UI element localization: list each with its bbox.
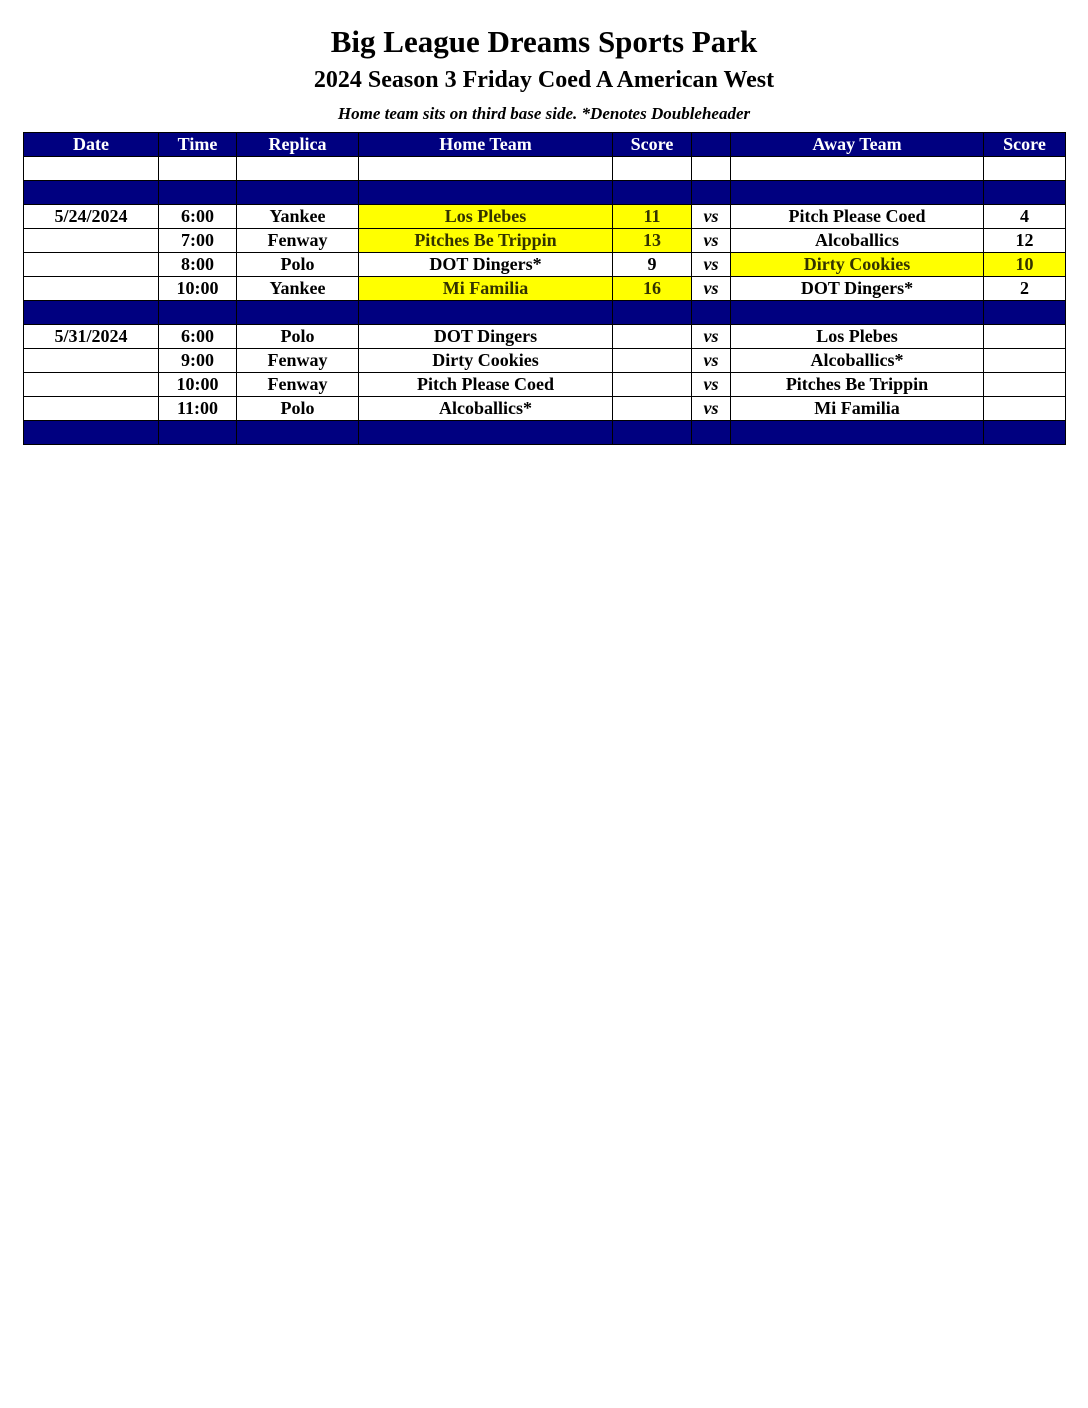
vs-cell [692, 181, 731, 205]
time-cell [159, 421, 237, 445]
time-cell: 8:00 [159, 253, 237, 277]
time-cell: 10:00 [159, 277, 237, 301]
away-score-cell [984, 349, 1066, 373]
separator-band-row [24, 301, 1066, 325]
game-row [24, 229, 1066, 253]
replica-cell: Polo [237, 325, 359, 349]
date-cell [24, 301, 159, 325]
home-score-cell [613, 421, 692, 445]
vs-cell: vs [692, 349, 731, 373]
home-team-cell [359, 157, 613, 181]
date-cell [24, 397, 159, 421]
vs-cell: vs [692, 229, 731, 253]
away-team-cell: Mi Familia [731, 397, 984, 421]
home-score-cell [613, 397, 692, 421]
time-cell: 6:00 [159, 205, 237, 229]
home-team-cell: DOT Dingers [359, 325, 613, 349]
away-score-cell: 4 [984, 205, 1066, 229]
away-score-cell: 10 [984, 253, 1066, 277]
time-cell: 7:00 [159, 229, 237, 253]
away-team-cell: Dirty Cookies [731, 253, 984, 277]
replica-cell [237, 181, 359, 205]
away-score-cell [984, 421, 1066, 445]
home-score-cell [613, 301, 692, 325]
away-team-cell: Alcoballics [731, 229, 984, 253]
date-cell [24, 421, 159, 445]
home-team-cell: Dirty Cookies [359, 349, 613, 373]
game-row [24, 277, 1066, 301]
away-team-cell: Los Plebes [731, 325, 984, 349]
col-header-date: Date [24, 133, 159, 157]
col-header-home-team: Home Team [359, 133, 613, 157]
time-cell: 11:00 [159, 397, 237, 421]
header-row [24, 133, 1066, 157]
home-team-cell: Pitch Please Coed [359, 373, 613, 397]
away-score-cell [984, 397, 1066, 421]
replica-cell: Fenway [237, 349, 359, 373]
date-cell [24, 253, 159, 277]
date-cell: 5/31/2024 [24, 325, 159, 349]
vs-cell: vs [692, 397, 731, 421]
replica-cell: Polo [237, 397, 359, 421]
separator-band-row [24, 421, 1066, 445]
separator-band-row [24, 181, 1066, 205]
col-header-vs [692, 133, 731, 157]
date-cell [24, 157, 159, 181]
date-cell [24, 229, 159, 253]
col-header-away-score: Score [984, 133, 1066, 157]
game-row [24, 253, 1066, 277]
time-cell: 9:00 [159, 349, 237, 373]
col-header-time: Time [159, 133, 237, 157]
home-score-cell: 9 [613, 253, 692, 277]
home-team-cell [359, 421, 613, 445]
time-cell: 6:00 [159, 325, 237, 349]
home-team-cell [359, 301, 613, 325]
away-team-cell: DOT Dingers* [731, 277, 984, 301]
away-score-cell [984, 181, 1066, 205]
replica-cell [237, 157, 359, 181]
date-cell [24, 349, 159, 373]
home-team-cell: Los Plebes [359, 205, 613, 229]
away-score-cell: 12 [984, 229, 1066, 253]
home-score-cell: 13 [613, 229, 692, 253]
away-team-cell: Alcoballics* [731, 349, 984, 373]
replica-cell: Yankee [237, 277, 359, 301]
vs-cell: vs [692, 373, 731, 397]
page-title: Big League Dreams Sports Park [330, 24, 758, 59]
date-cell [24, 277, 159, 301]
game-row [24, 349, 1066, 373]
vs-cell: vs [692, 253, 731, 277]
away-team-cell [731, 181, 984, 205]
col-header-replica: Replica [237, 133, 359, 157]
home-score-cell: 11 [613, 205, 692, 229]
replica-cell [237, 301, 359, 325]
home-score-cell: 16 [613, 277, 692, 301]
away-team-cell [731, 157, 984, 181]
away-score-cell [984, 157, 1066, 181]
vs-cell: vs [692, 277, 731, 301]
game-row [24, 397, 1066, 421]
home-score-cell [613, 325, 692, 349]
date-cell [24, 373, 159, 397]
vs-cell [692, 301, 731, 325]
home-team-cell [359, 181, 613, 205]
vs-cell: vs [692, 325, 731, 349]
replica-cell: Fenway [237, 229, 359, 253]
time-cell [159, 157, 237, 181]
away-score-cell [984, 325, 1066, 349]
col-header-away-team: Away Team [731, 133, 984, 157]
schedule-body [24, 157, 1066, 445]
home-score-cell [613, 349, 692, 373]
blank-row [24, 157, 1066, 181]
home-team-cell: Mi Familia [359, 277, 613, 301]
replica-cell [237, 421, 359, 445]
away-team-cell: Pitches Be Trippin [731, 373, 984, 397]
game-row [24, 205, 1066, 229]
schedule-table [23, 132, 1066, 445]
date-cell [24, 181, 159, 205]
time-cell [159, 301, 237, 325]
home-score-cell [613, 157, 692, 181]
away-score-cell [984, 373, 1066, 397]
game-row [24, 373, 1066, 397]
replica-cell: Fenway [237, 373, 359, 397]
date-cell: 5/24/2024 [24, 205, 159, 229]
away-score-cell [984, 301, 1066, 325]
replica-cell: Polo [237, 253, 359, 277]
away-team-cell [731, 301, 984, 325]
vs-cell: vs [692, 205, 731, 229]
time-cell [159, 181, 237, 205]
home-score-cell [613, 373, 692, 397]
vs-cell [692, 421, 731, 445]
home-score-cell [613, 181, 692, 205]
vs-cell [692, 157, 731, 181]
col-header-home-score: Score [613, 133, 692, 157]
away-score-cell: 2 [984, 277, 1066, 301]
home-team-cell: Alcoballics* [359, 397, 613, 421]
time-cell: 10:00 [159, 373, 237, 397]
home-team-cell: DOT Dingers* [359, 253, 613, 277]
page-subtitle: 2024 Season 3 Friday Coed A American West [313, 67, 775, 93]
home-team-cell: Pitches Be Trippin [359, 229, 613, 253]
game-row [24, 325, 1066, 349]
page-note: Home team sits on third base side. *Denotes Doubleheader [337, 104, 751, 123]
away-team-cell [731, 421, 984, 445]
replica-cell: Yankee [237, 205, 359, 229]
away-team-cell: Pitch Please Coed [731, 205, 984, 229]
